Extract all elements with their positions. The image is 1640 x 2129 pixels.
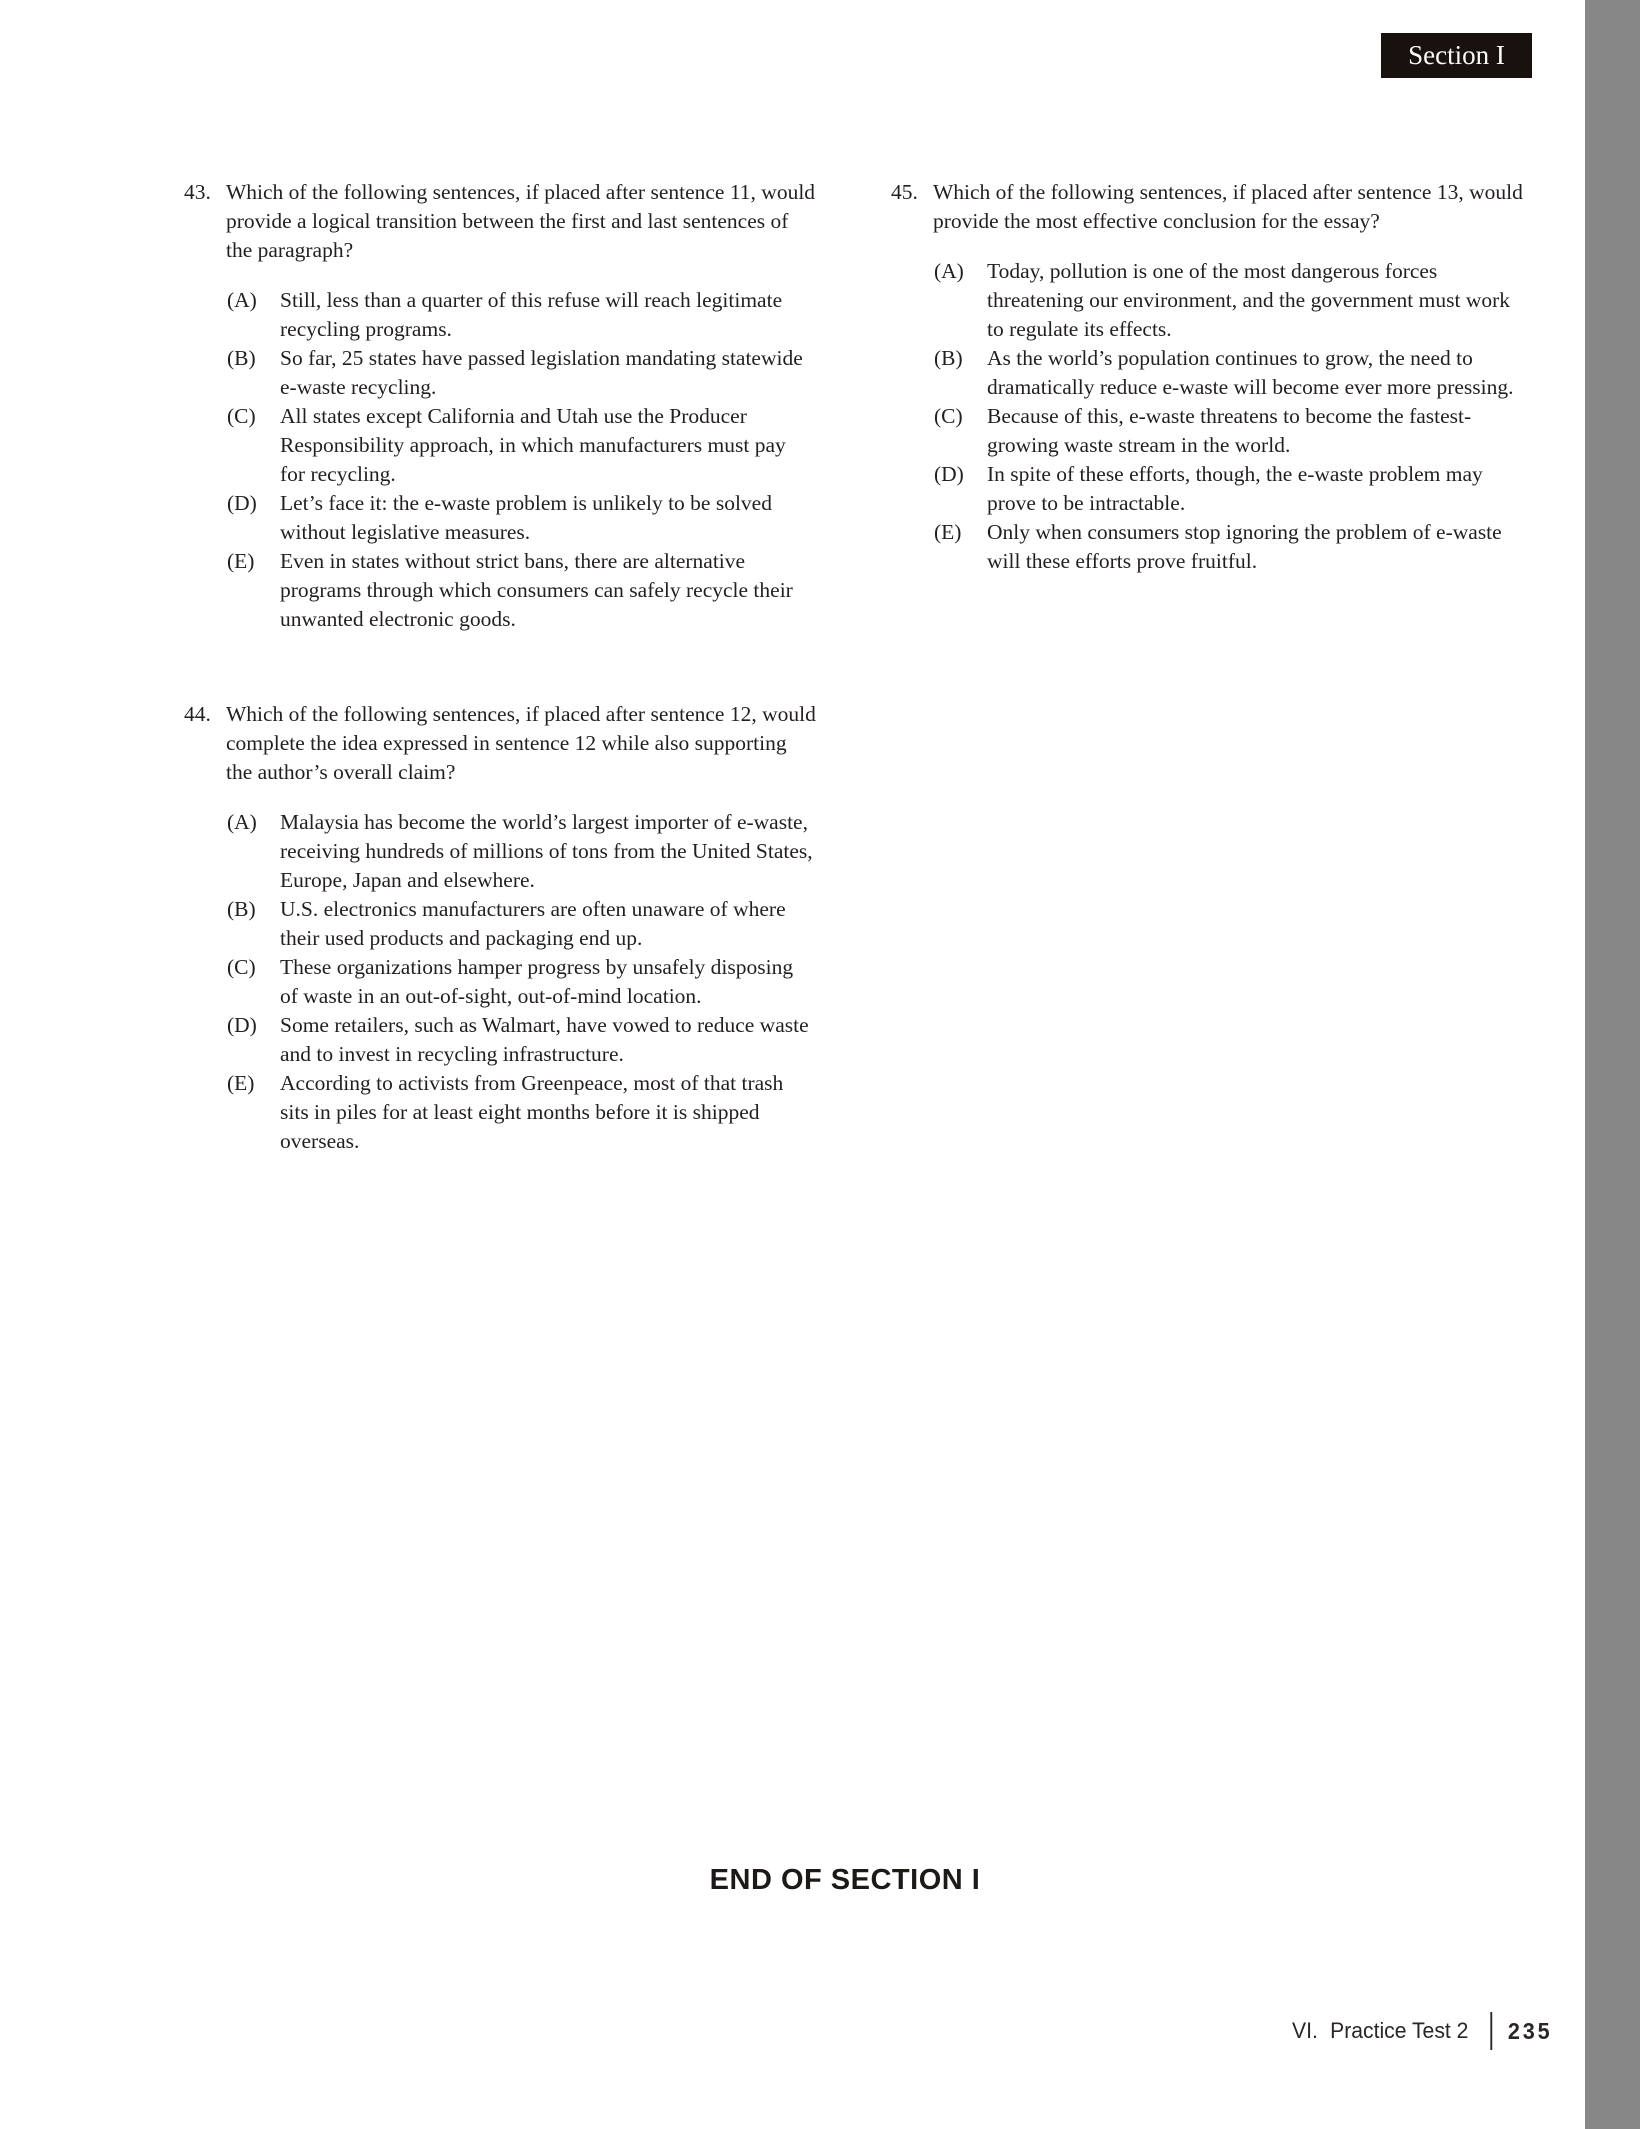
question-head: [184, 178, 816, 265]
option-letter: (C): [227, 955, 256, 979]
option-row: [184, 547, 816, 634]
footer-page-number: 235: [1507, 2017, 1553, 2044]
question-stem: Which of the following sentences, if placed after sentence 11, would provide a logical transition between the first and last sentences of the paragraph?: [226, 180, 816, 262]
option-text: Malaysia has become the world’s largest importer of e-waste, receiving hundreds of millions of tons from the United States, Europe, Japan and elsewhere.: [280, 810, 813, 892]
option-text: Let’s face it: the e-waste problem is unlikely to be solved without legislative measures.: [280, 491, 772, 544]
option-row: [891, 257, 1525, 344]
option-row: [184, 808, 816, 895]
option-row: [184, 402, 816, 489]
option-row: [184, 1069, 816, 1156]
option-text: U.S. electronics manufacturers are often unaware of where their used products and packaging end up.: [280, 897, 786, 950]
option-letter: (E): [227, 1071, 255, 1095]
answer-options: [891, 257, 1525, 576]
option-row: [184, 489, 816, 547]
option-text: Some retailers, such as Walmart, have vowed to reduce waste and to invest in recycling infrastructure.: [280, 1013, 809, 1066]
question-stem: Which of the following sentences, if placed after sentence 13, would provide the most effective conclusion for the essay?: [933, 180, 1523, 233]
footer-divider: [1490, 2012, 1492, 2050]
page-footer: [1292, 2012, 1552, 2050]
question-number: 44.: [184, 702, 211, 726]
option-row: [891, 460, 1525, 518]
question-44: [184, 700, 816, 1156]
option-row: [184, 286, 816, 344]
question-45: [891, 178, 1525, 576]
option-text: So far, 25 states have passed legislation mandating statewide e-waste recycling.: [280, 346, 803, 399]
page-edge-bar: [1585, 0, 1640, 2129]
option-text: All states except California and Utah use the Producer Responsibility approach, in which manufacturers must pay for recycling.: [280, 404, 786, 486]
option-letter: (C): [934, 404, 963, 428]
question-number: 43.: [184, 180, 211, 204]
option-letter: (D): [227, 1013, 257, 1037]
option-text: As the world’s population continues to grow, the need to dramatically reduce e-waste will become ever more pressing.: [987, 346, 1514, 399]
footer-chapter: VI.: [1292, 2018, 1318, 2043]
option-row: [184, 344, 816, 402]
question-head: [891, 178, 1525, 236]
option-letter: (E): [934, 520, 962, 544]
question-43: [184, 178, 816, 634]
question-head: [184, 700, 816, 787]
question-stem: Which of the following sentences, if placed after sentence 12, would complete the idea expressed in sentence 12 while also supporting the author’s overall claim?: [226, 702, 816, 784]
option-letter: (C): [227, 404, 256, 428]
option-letter: (A): [227, 288, 257, 312]
option-letter: (D): [934, 462, 964, 486]
question-number: 45.: [891, 180, 918, 204]
answer-options: [184, 286, 816, 634]
answer-options: [184, 808, 816, 1156]
option-letter: (D): [227, 491, 257, 515]
left-column: [184, 178, 816, 1156]
section-badge: [1381, 33, 1532, 78]
option-row: [891, 402, 1525, 460]
section-badge-label: Section I: [1408, 40, 1505, 70]
option-text: According to activists from Greenpeace, most of that trash sits in piles for at least eight months before it is shipped overseas.: [280, 1071, 784, 1153]
option-text: These organizations hamper progress by unsafely disposing of waste in an out-of-sight, out-of-mind location.: [280, 955, 794, 1008]
option-row: [184, 1011, 816, 1069]
option-letter: (E): [227, 549, 255, 573]
option-row: [184, 895, 816, 953]
option-text: In spite of these efforts, though, the e-waste problem may prove to be intractable.: [987, 462, 1483, 515]
option-letter: (B): [934, 346, 963, 370]
option-letter: (B): [227, 346, 256, 370]
right-column: [891, 178, 1525, 576]
option-letter: (A): [227, 810, 257, 834]
option-text: Even in states without strict bans, there are alternative programs through which consumers can safely recycle their unwanted electronic goods.: [280, 549, 793, 631]
option-letter: (A): [934, 259, 964, 283]
option-text: Today, pollution is one of the most dangerous forces threatening our environment, and the government must work to regulate its effects.: [987, 259, 1511, 341]
option-row: [891, 344, 1525, 402]
option-row: [184, 953, 816, 1011]
option-text: Because of this, e-waste threatens to become the fastest-growing waste stream in the world.: [987, 404, 1472, 457]
footer-title: Practice Test 2: [1330, 2018, 1469, 2043]
option-text: Only when consumers stop ignoring the problem of e-waste will these efforts prove fruitful.: [987, 520, 1502, 573]
option-letter: (B): [227, 897, 256, 921]
option-row: [891, 518, 1525, 576]
end-of-section-label: END OF SECTION I: [709, 1864, 981, 1896]
option-text: Still, less than a quarter of this refuse will reach legitimate recycling programs.: [280, 288, 783, 341]
